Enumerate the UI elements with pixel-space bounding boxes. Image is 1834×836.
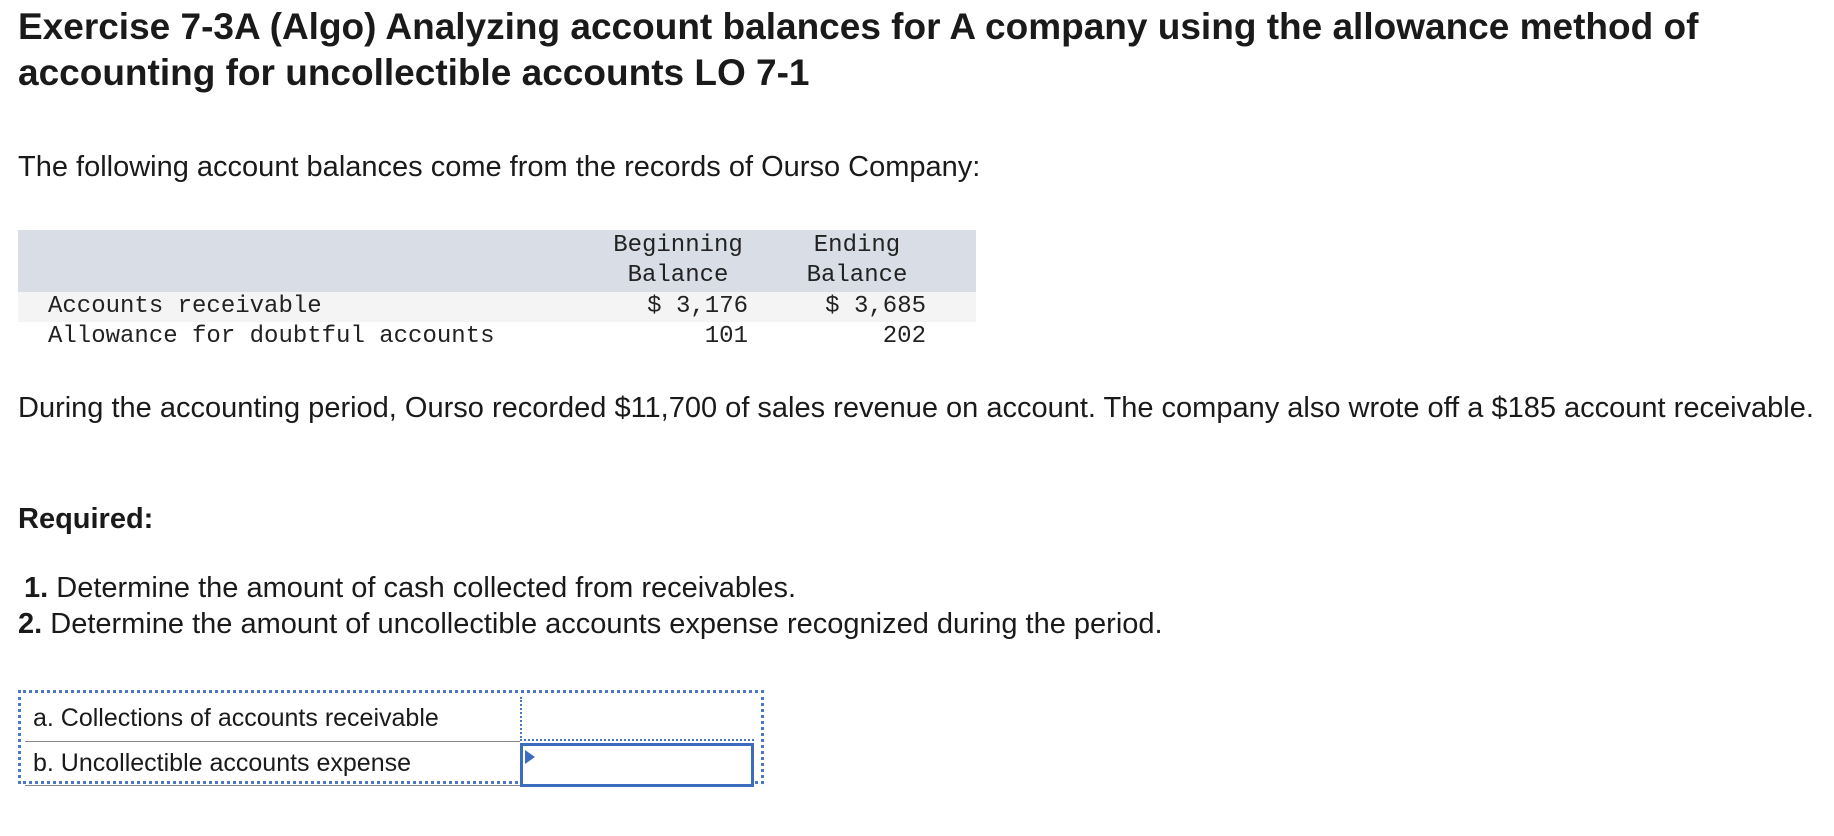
list-item: [18, 606, 1163, 642]
header-beginning-label: [588, 231, 768, 291]
answer-table: [25, 697, 754, 786]
row-label: Allowance for doubtful accounts: [48, 323, 495, 350]
answer-cell-collections: [520, 697, 754, 741]
header-ending-balance: [768, 230, 976, 292]
list-item: [18, 570, 1163, 606]
answer-label-uncollectible: b. Uncollectible accounts expense: [25, 741, 520, 785]
row-label: Accounts receivable: [48, 293, 322, 320]
intro-text: The following account balances come from the records of Ourso Company:: [18, 151, 981, 183]
account-balances-table: [18, 230, 976, 352]
table-row: [25, 741, 754, 785]
header-ending-label: [768, 231, 946, 291]
exercise-title: Exercise 7-3A (Algo) Analyzing account balances for A company using the allowance method of accounting for uncollectible accounts LO 7-1: [18, 6, 1699, 93]
table-row: [18, 322, 976, 352]
table-header-row: [18, 230, 976, 292]
required-heading: Required:: [18, 503, 154, 535]
collections-input[interactable]: [522, 697, 754, 739]
requirement-text: Determine the amount of uncollectible accounts expense recognized during the period.: [50, 608, 1163, 640]
uncollectible-input[interactable]: [523, 746, 751, 784]
currency-symbol: $: [825, 293, 840, 320]
ending-value: [768, 292, 976, 322]
collections-input-wrapper: [520, 697, 754, 741]
amount: 3,176: [675, 293, 748, 320]
requirement-number: 2.: [18, 608, 43, 640]
answer-cell-uncollectible: [520, 741, 754, 785]
amount: 3,685: [853, 293, 926, 320]
exercise-page: [18, 0, 1818, 777]
focus-marker-icon: [525, 750, 535, 764]
requirement-number: 1.: [24, 572, 49, 604]
header-word: Ending: [813, 232, 901, 259]
header-word: Balance: [806, 262, 908, 289]
requirement-text: Determine the amount of cash collected from receivables.: [56, 572, 797, 604]
header-blank: [18, 230, 588, 292]
header-word: Beginning: [613, 232, 743, 259]
table-row: [18, 292, 976, 322]
table-row: [25, 697, 754, 741]
header-word: Balance: [627, 262, 729, 289]
beginning-value: 101: [704, 323, 748, 350]
beginning-value: [588, 292, 768, 322]
ending-value: 202: [882, 323, 926, 350]
requirements-list: [18, 570, 1163, 642]
scenario-paragraph: During the accounting period, Ourso recorded $11,700 of sales revenue on account. The company also wrote off a $185 account receivable.: [18, 392, 1814, 424]
answer-table-container: [18, 690, 764, 784]
answer-label-collections: a. Collections of accounts receivable: [25, 697, 520, 741]
uncollectible-input-wrapper: [520, 743, 754, 787]
header-beginning-balance: [588, 230, 768, 292]
currency-symbol: $: [647, 293, 662, 320]
